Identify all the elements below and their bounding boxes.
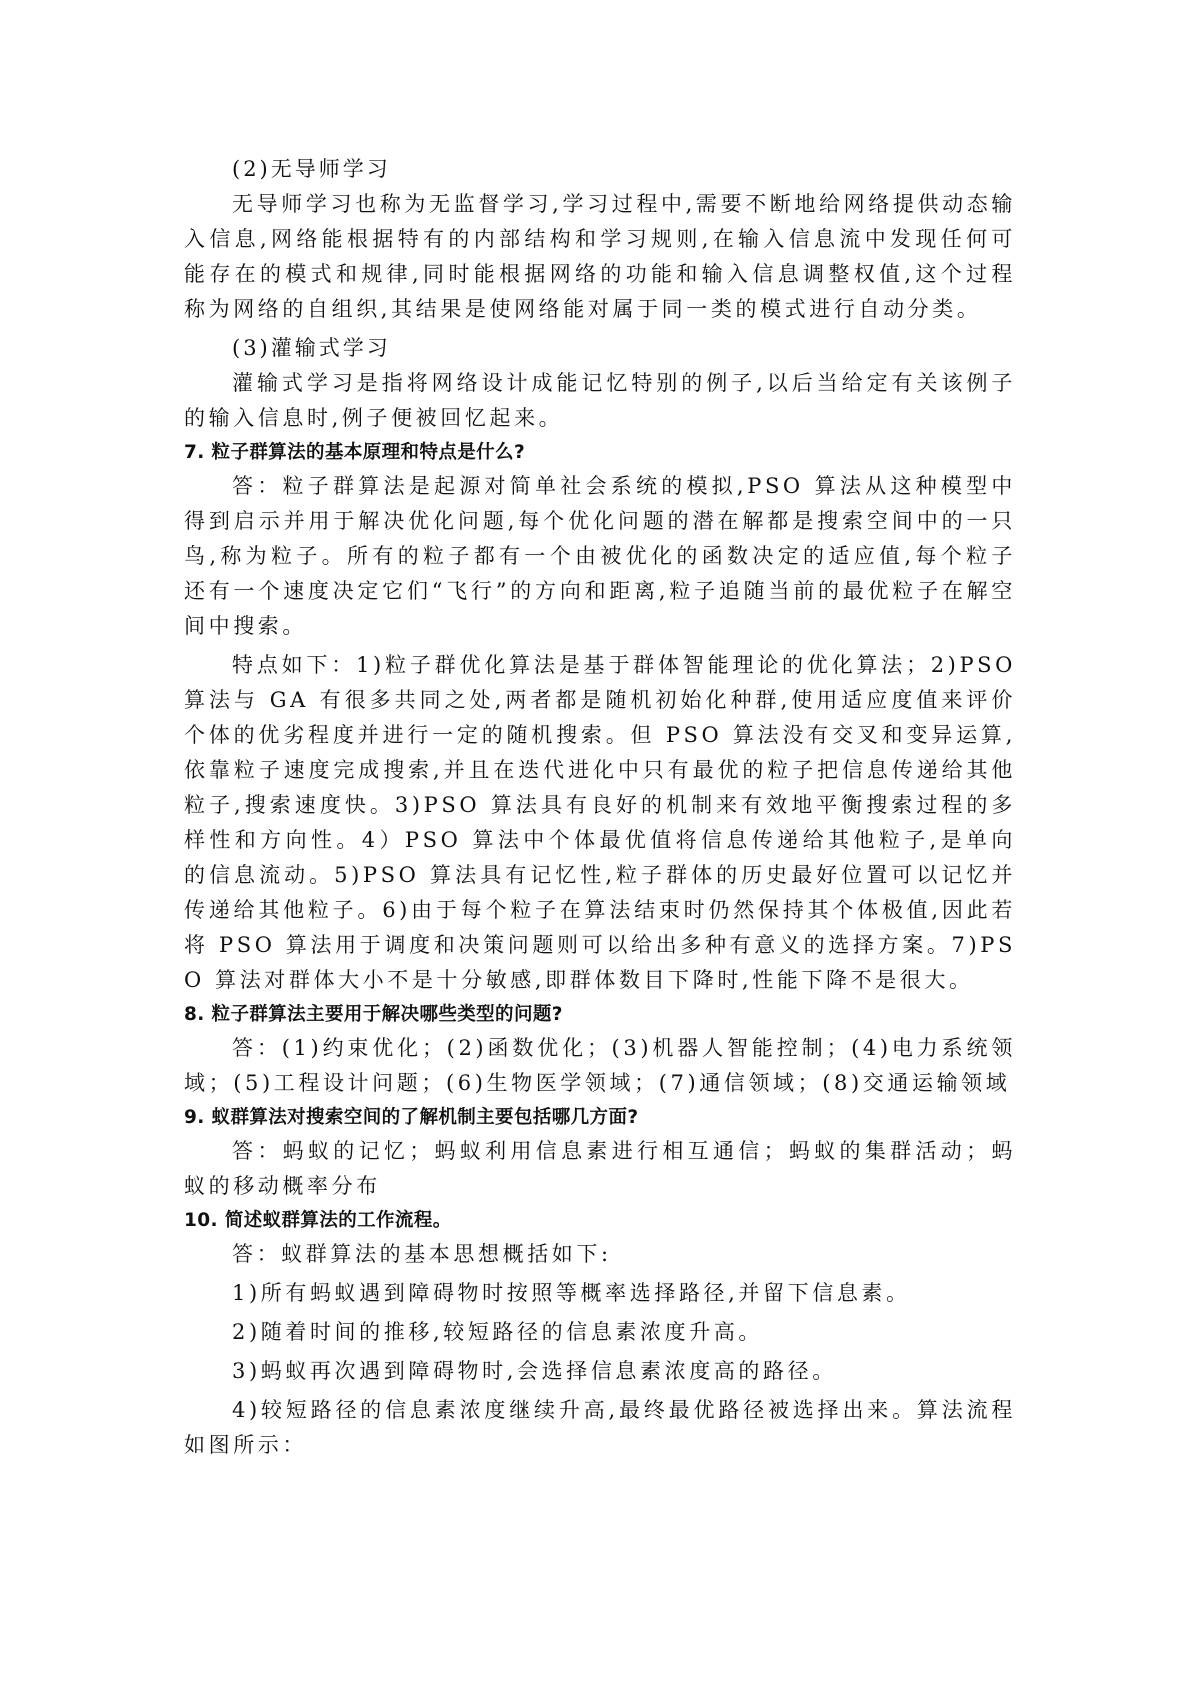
paragraph-unsupervised-learning: 无导师学习也称为无监督学习,学习过程中,需要不断地给网络提供动态输入信息,网络能根据特有的内部结构和学习规则,在输入信息流中发现任何可能存在的模式和规律,同时能根据网络的功能和输入信息调整权值,这个过程称为网络的自组织,其结果是使网络能对属于同一类的模式进行自动分类。 (184, 192, 1016, 321)
question-7-heading: 7. 粒子群算法的基本原理和特点是什么? (184, 442, 526, 463)
answer-9: 答：蚂蚁的记忆；蚂蚁利用信息素进行相互通信；蚂蚁的集群活动；蚂蚁的移动概率分布 (184, 1139, 1016, 1198)
answer-10-step-4: 4)较短路径的信息素浓度继续升高,最终最优路径被选择出来。算法流程如图所示： (184, 1398, 1016, 1457)
answer-8: 答：(1)约束优化；(2)函数优化；(3)机器人智能控制；(4)电力系统领域；(5)工程设计问题；(6)生物医学领域；(7)通信领域；(8)交通运输领域 (184, 1036, 1016, 1095)
answer-10-intro: 答：蚁群算法的基本思想概括如下: (232, 1242, 612, 1266)
subsection-heading-unsupervised: (2)无导师学习 (232, 157, 391, 181)
answer-10-step-3: 3)蚂蚁再次遇到障碍物时,会选择信息素浓度高的路径。 (232, 1359, 837, 1383)
page-content (184, 152, 1016, 1463)
answer-10-step-1: 1)所有蚂蚁遇到障碍物时按照等概率选择路径,并留下信息素。 (232, 1281, 911, 1305)
paragraph-rote-learning: 灌输式学习是指将网络设计成能记忆特别的例子,以后当给定有关该例子的输入信息时,例子便被回忆起来。 (184, 371, 1016, 430)
answer-7-features: 特点如下：1)粒子群优化算法是基于群体智能理论的优化算法；2)PSO 算法与 GA 有很多共同之处,两者都是随机初始化种群,使用适应度值来评价个体的优劣程度并进行一定的随机搜索。但 PSO 算法没有交叉和变异运算,依靠粒子速度完成搜索,并且在迭代进化中只有最优的粒子把信息传递给其他粒子,搜索速度快。3)PSO 算法具有良好的机制来有效地平衡搜索过程的多样性和方向性。4）PSO 算法中个体最优值将信息传递给其他粒子,是单向的信息流动。5)PSO 算法具有记忆性,粒子群体的历史最好位置可以记忆并传递给其他粒子。6)由于每个粒子在算法结束时仍然保持其个体极值,因此若将 PSO 算法用于调度和决策问题则可以给出多种有意义的选择方案。7)PSO 算法对群体大小不是十分敏感,即群体数目下降时,性能下降不是很大。 (184, 653, 1016, 992)
answer-10-step-2: 2)随着时间的推移,较短路径的信息素浓度升高。 (232, 1320, 764, 1344)
question-10-heading: 10. 简述蚁群算法的工作流程。 (184, 1210, 452, 1231)
answer-7-principle: 答：粒子群算法是起源对简单社会系统的模拟,PSO 算法从这种模型中得到启示并用于解决优化问题,每个优化问题的潜在解都是搜索空间中的一只鸟,称为粒子。所有的粒子都有一个由被优化的函数决定的适应值,每个粒子还有一个速度决定它们“飞行”的方向和距离,粒子追随当前的最优粒子在解空间中搜索。 (184, 474, 1016, 638)
question-9-heading: 9. 蚁群算法对搜索空间的了解机制主要包括哪几方面? (184, 1107, 639, 1128)
subsection-heading-rote: (3)灌输式学习 (232, 336, 391, 360)
question-8-heading: 8. 粒子群算法主要用于解决哪些类型的问题? (184, 1004, 563, 1025)
